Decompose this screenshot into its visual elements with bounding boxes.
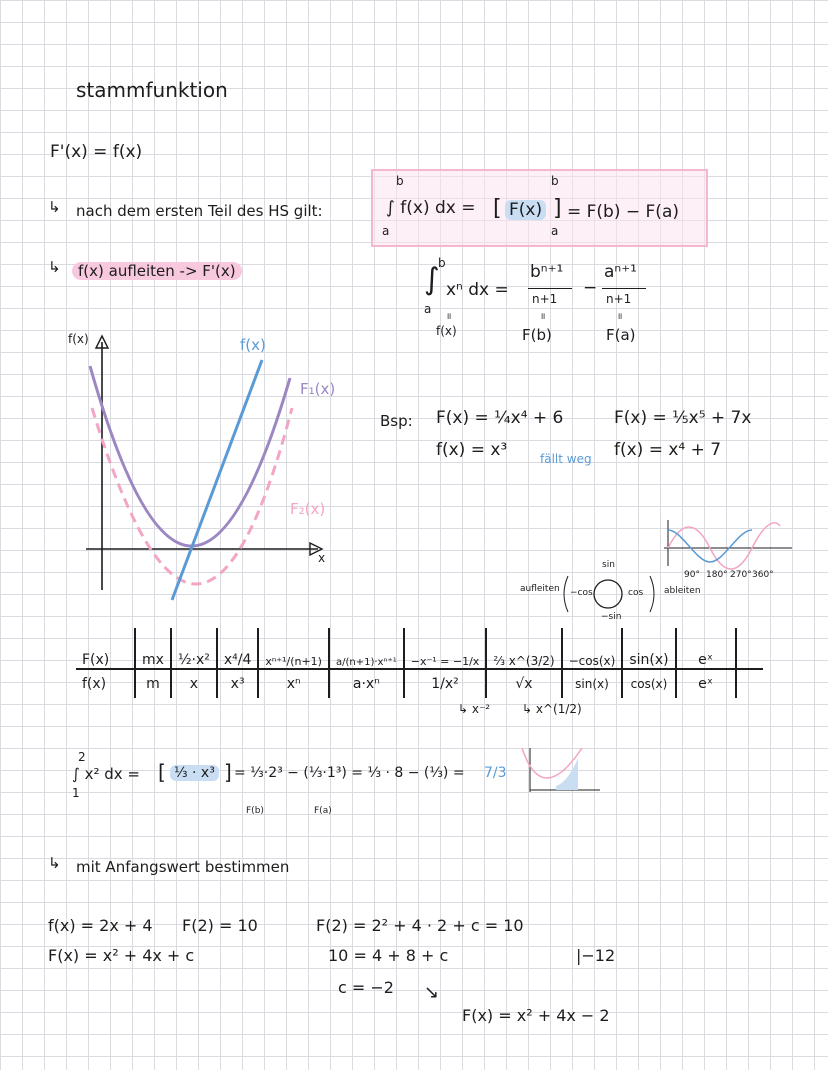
table-cell: cos(x) [622,669,675,698]
power-fraction-bar [602,288,646,289]
table-cell: a·xⁿ [329,669,404,698]
hs-bracket-close: ] [553,196,562,221]
example-f2: f(x) = x⁴ + 7 [614,440,722,460]
aw-l1: f(x) = 2x + 4 [48,916,153,935]
mini-curve-blue [668,530,752,562]
example-F1: F(x) = ¼x⁴ + 6 [436,408,564,428]
example-F2: F(x) = ⅕x⁵ + 7x [614,408,752,428]
table-note-1: ↳ x⁻² [458,702,491,716]
ex-bracket-open: [ [158,760,166,784]
table-cell: x³ [217,669,259,698]
table-cell: −x⁻¹ = −1/x [404,628,487,669]
power-integrand: xⁿ dx = [446,280,509,300]
aufleiten-text: f(x) aufleiten -> F'(x) [72,262,242,280]
power-upper: b [438,256,446,270]
eq-sign: ॥ [540,312,546,322]
table-row-F [76,628,763,669]
power-integral-sign: ∫ [424,262,440,297]
mini-tick-180: 180° [706,570,728,580]
hs-bracket-upper: b [551,174,559,188]
table-cell: −cos(x) [562,628,623,669]
cycle-left-arc [564,576,568,612]
label-Fa: F(a) [606,326,636,344]
table-cell: ½·x² [171,628,217,669]
mini-area-graph [516,744,606,800]
table-cell: sin(x) [562,669,623,698]
label-f: f(x) [436,324,457,338]
table-cell: f(x) [82,676,107,692]
table-cell-empty [736,628,763,669]
cycle-circle [594,580,622,608]
cycle-bottom-label: −sin [601,612,622,622]
table-row-f [76,669,763,698]
graph-label-F1: F₁(x) [300,380,336,398]
graph-ylabel: f(x) [68,332,89,346]
aw-r3: c = −2 [338,978,394,997]
table-cell: ⅔ x^(3/2) [486,628,561,669]
aw-r2b: |−12 [576,946,616,965]
hs-bracket-content: F(x) [505,200,546,220]
arrow-icon: ↘ [424,982,440,1003]
graph-label-f: f(x) [240,336,266,354]
power-fraction-bar [528,288,572,289]
example-label: Bsp: [380,412,413,430]
aw-l1b: F(2) = 10 [182,916,258,935]
ex-bracket-close: ] [224,760,232,784]
definition: F'(x) = f(x) [50,142,143,162]
graph-label-F2: F₂(x) [290,500,326,518]
line-f [172,360,262,600]
table-cell: eˣ [676,669,736,698]
table-cell: x⁴/4 [217,628,259,669]
aw-r1: F(2) = 2² + 4 · 2 + c = 10 [316,916,524,935]
power-lower: a [424,302,432,316]
table-cell: xⁿ⁺¹/(n+1) [258,628,329,669]
eq-sign: ॥ [446,312,452,322]
table-cell: F(x) [76,628,135,669]
hs-bracket-open: [ [493,196,502,221]
table-note-2: ↳ x^(1/2) [522,702,582,716]
arrow-icon: ↳ [48,854,61,872]
table-cell: a/(n+1)·xⁿ⁺¹ [329,628,404,669]
cycle-right-arc [650,576,654,612]
ex-label-Fb: F(b) [246,806,264,816]
example-note: fällt weg [540,452,592,466]
cycle-right-label: ableiten [664,586,701,596]
ex-result: 7/3 [484,765,507,781]
aw-l2: F(x) = x² + 4x + c [48,946,195,965]
graph-xlabel: x [318,551,326,565]
hs-bound-upper: b [396,174,404,188]
arrow-icon: ↳ [48,198,61,216]
page-title: stammfunktion [76,78,228,102]
ex-lower: 1 [72,786,80,800]
aw-r2: 10 = 4 + 8 + c [328,946,449,965]
cycle-inner-left: −cos [570,588,593,598]
table-cell: mx [135,628,171,669]
hs-formula-right: = F(b) − F(a) [567,202,679,222]
ex-label-Fa: F(a) [314,806,332,816]
hs-formula-left: ∫ f(x) dx = [386,198,476,218]
table-cell: eˣ [676,628,736,669]
power-term2-den: n+1 [606,292,632,306]
arrow-icon: ↳ [48,258,61,276]
aw-r4: F(x) = x² + 4x − 2 [462,1006,610,1025]
hs-bound-lower: a [382,224,390,238]
ex-rest: = ⅓·2³ − (⅓·1³) = ⅓ · 8 − (⅓) = [234,765,465,781]
table-cell: xⁿ [258,669,329,698]
cycle-left-label: aufleiten [520,584,560,594]
eq-sign: ॥ [617,312,623,322]
power-term2-num: aⁿ⁺¹ [604,262,637,282]
table-cell: m [135,669,171,698]
cycle-inner-right: cos [628,588,644,598]
mini-curve-pink [668,523,780,569]
mini-sine-graph [656,516,796,578]
ex-bracket: ⅓ · x³ [170,765,219,781]
mini-tick-270: 270° [730,570,752,580]
ex-expr: ∫ x² dx = [72,765,140,783]
table-cell: sin(x) [622,628,675,669]
cycle-top-label: sin [602,560,615,570]
table-cell: √x [486,669,561,698]
power-term1-num: bⁿ⁺¹ [530,262,564,282]
example-f1: f(x) = x³ [436,440,508,460]
hs-text: nach dem ersten Teil des HS gilt: [76,202,323,220]
antiderivative-graph [60,330,360,610]
antiderivative-table [76,628,763,698]
table-cell: x [171,669,217,698]
ex-upper: 2 [78,750,86,764]
curve-F2 [92,408,292,584]
power-minus: − [583,278,598,298]
table-cell: 1/x² [404,669,487,698]
curve-F1 [90,366,290,546]
table-cell-empty [736,669,763,698]
mini-tick-90: 90° [684,570,700,580]
power-term1-den: n+1 [532,292,558,306]
label-Fb: F(b) [522,326,552,344]
anfangswert-heading: mit Anfangswert bestimmen [76,858,290,876]
mini-tick-360: 360° [752,570,774,580]
hs-bracket-lower: a [551,224,559,238]
